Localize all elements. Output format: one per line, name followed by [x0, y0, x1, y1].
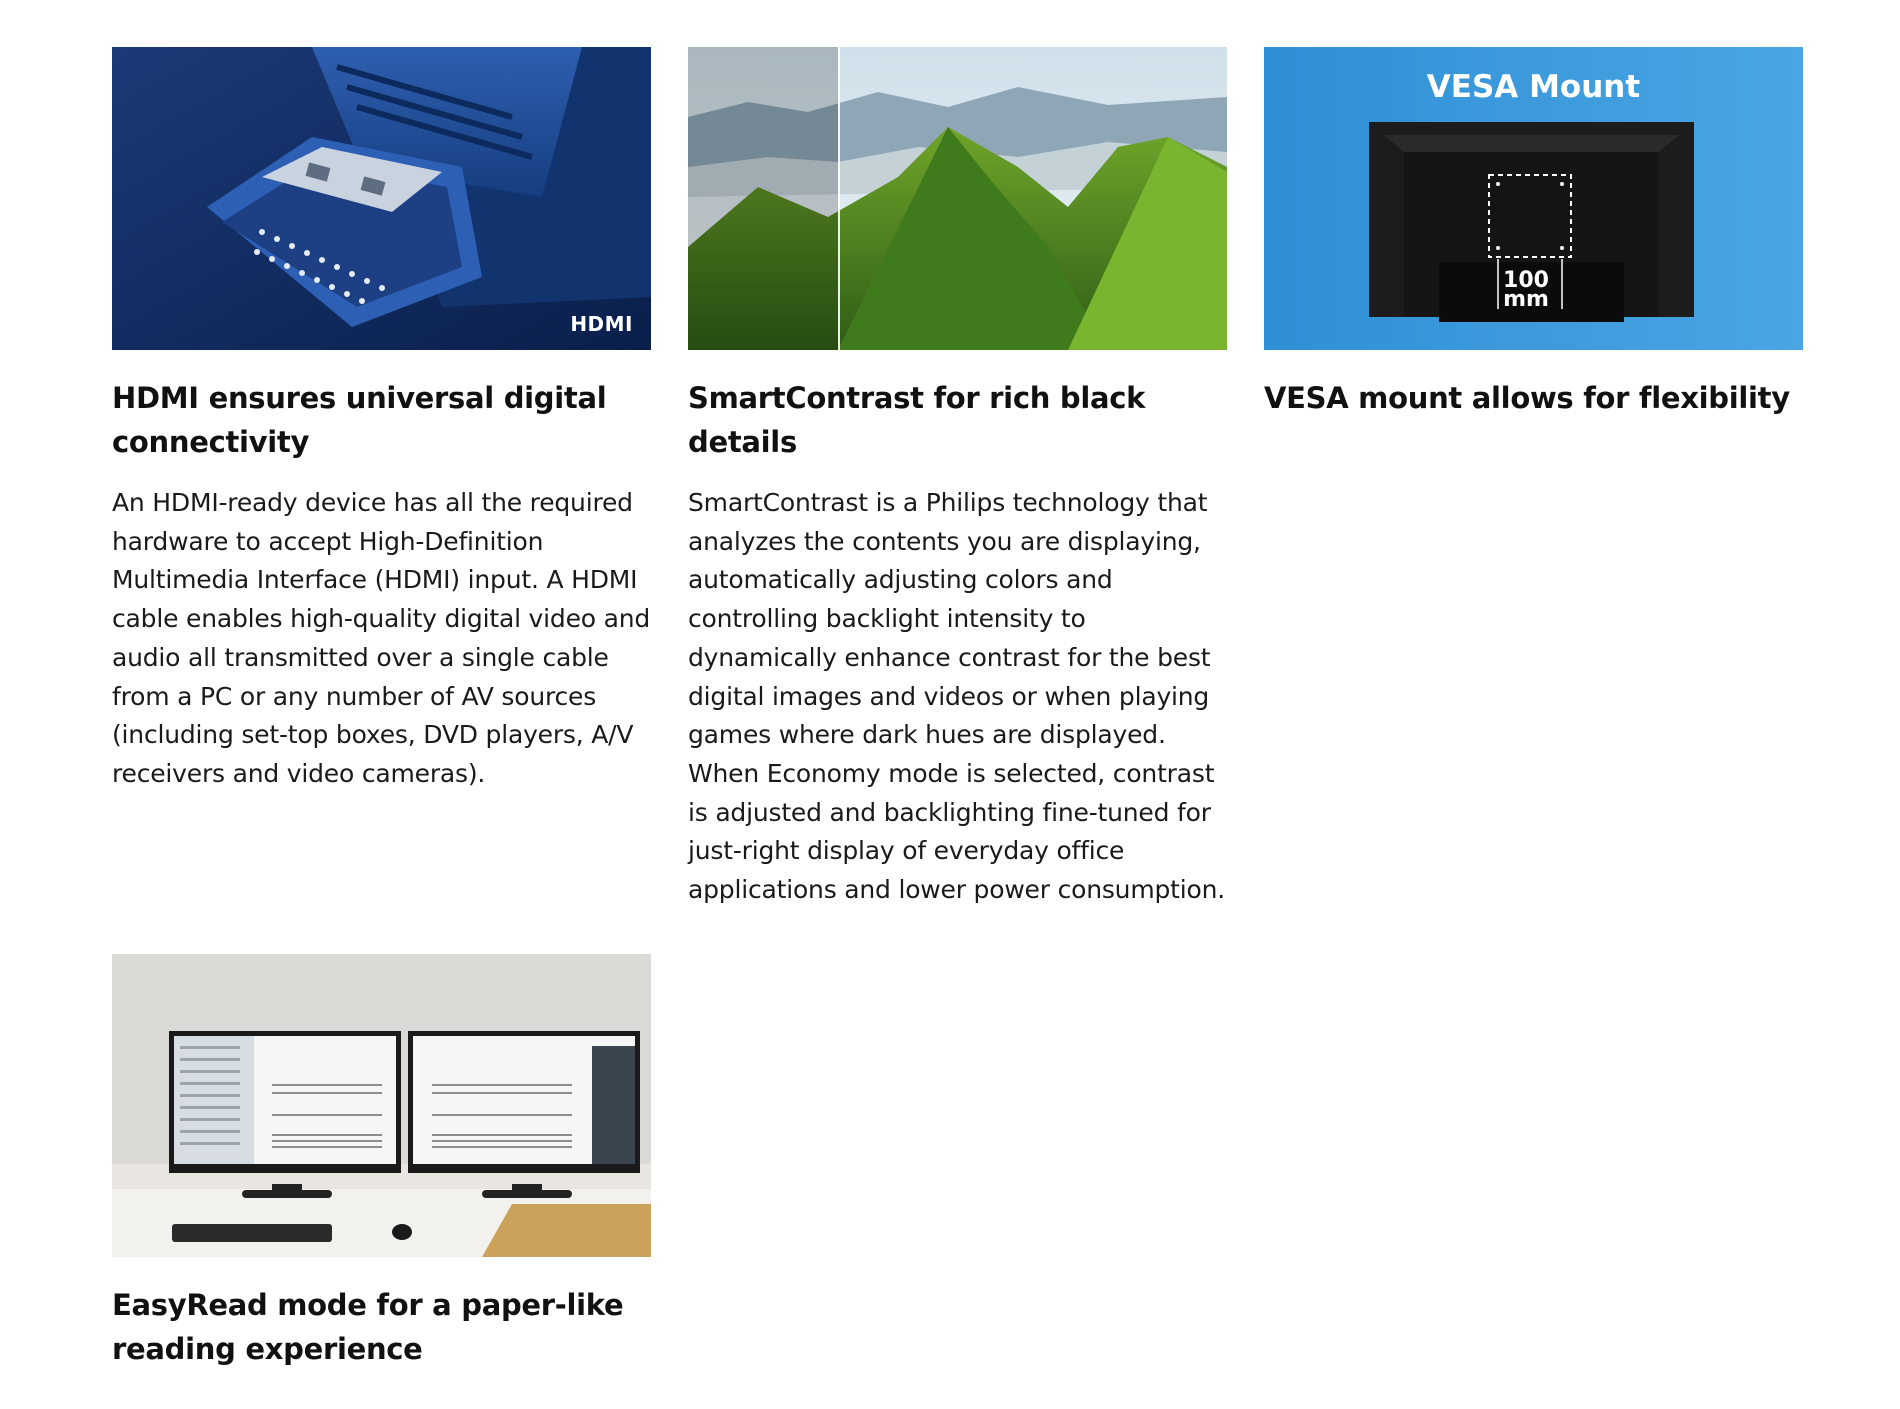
smartcontrast-image — [688, 47, 1227, 350]
hdmi-image — [112, 47, 651, 350]
feature-card-easyread — [112, 954, 651, 1371]
feature-card-vesa — [1264, 47, 1803, 910]
feature-title: SmartContrast for rich black details — [688, 381, 1146, 459]
hdmi-connector-illustration — [112, 47, 651, 350]
feature-description: SmartContrast is a Philips technology that analyzes the contents you are displaying, automatically adjusting colors and controlling backlight intensity to dynamically enhance contrast for the best digital images and videos or when playing games where dark hues are displayed. When Economy mode is selected, contrast is adjusted and backlighting fine-tuned for just-right display of everyday office applications and lower power consumption. — [688, 488, 1225, 905]
vesa-dimension-unit: mm — [1503, 287, 1549, 312]
feature-title: EasyRead mode for a paper-like reading experience — [112, 1287, 624, 1366]
easyread-image — [112, 954, 651, 1257]
feature-title: VESA mount allows for flexibility — [1264, 381, 1790, 415]
vesa-image-heading: VESA Mount — [1426, 69, 1641, 105]
vesa-dimension-value: 100 — [1503, 268, 1549, 293]
mountain-landscape-illustration — [688, 47, 1227, 350]
feature-title: HDMI ensures universal digital connectivity — [112, 381, 607, 459]
vesa-image — [1264, 47, 1803, 350]
feature-grid — [112, 47, 1802, 1371]
dual-monitor-illustration — [112, 954, 651, 1257]
feature-card-smartcontrast — [688, 47, 1227, 910]
hdmi-image-badge: HDMI — [570, 312, 633, 336]
feature-card-hdmi — [112, 47, 651, 910]
vesa-dimension-label — [1496, 268, 1556, 312]
feature-description: An HDMI-ready device has all the required hardware to accept High-Definition Multimedia Interface (HDMI) input. A HDMI cable enables high-quality digital video and audio all transmitted over a single cable from a PC or any number of AV sources (including set-top boxes, DVD players, A/V receivers and video cameras). — [112, 488, 651, 788]
